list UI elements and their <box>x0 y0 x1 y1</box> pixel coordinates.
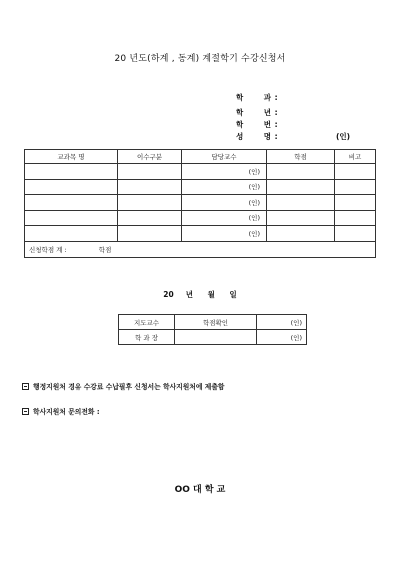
dept-label: 학 과 <box>236 93 272 102</box>
date-day-unit: 일 <box>229 290 237 299</box>
credit-cell[interactable] <box>267 179 335 195</box>
approval-role: 학 과 장 <box>119 330 175 345</box>
course-cell[interactable] <box>25 210 118 226</box>
applicant-seal: (인) <box>336 132 351 141</box>
table-header-row <box>25 150 376 164</box>
course-cell[interactable] <box>25 195 118 211</box>
type-cell[interactable] <box>118 164 182 180</box>
approval-seal: (인) <box>257 315 307 330</box>
submission-note <box>22 381 224 391</box>
date-year-unit: 년 <box>185 290 193 299</box>
approval-row <box>119 315 307 330</box>
table-row <box>25 164 376 180</box>
credit-cell[interactable] <box>267 195 335 211</box>
total-credits-cell <box>25 241 376 257</box>
credit-cell[interactable] <box>267 226 335 242</box>
date-month-unit: 월 <box>207 290 215 299</box>
square-bullet-icon <box>22 383 29 390</box>
table-row <box>25 210 376 226</box>
approval-role: 지도교수 <box>119 315 175 330</box>
submission-note-text: 행정지원처 경유 수강료 수납필후 신청서는 학사지원처에 제출함 <box>33 383 225 391</box>
header-course: 교과목 명 <box>25 150 118 164</box>
approval-row <box>119 330 307 345</box>
contact-note-text: 학사지원처 문의전화 : <box>33 408 100 416</box>
type-cell[interactable] <box>118 195 182 211</box>
course-cell[interactable] <box>25 226 118 242</box>
date-line <box>0 289 400 300</box>
name-label: 성 명 <box>236 132 272 141</box>
table-row <box>25 226 376 242</box>
note-cell[interactable] <box>335 210 376 226</box>
year-field <box>236 107 386 118</box>
dept-colon: : <box>274 93 278 102</box>
contact-note <box>22 406 100 416</box>
header-type: 이수구분 <box>118 150 182 164</box>
professor-seal-cell: (인) <box>182 226 267 242</box>
course-cell[interactable] <box>25 164 118 180</box>
professor-seal-cell: (인) <box>182 179 267 195</box>
type-cell[interactable] <box>118 179 182 195</box>
credit-cell[interactable] <box>267 210 335 226</box>
student-id-field <box>236 119 386 130</box>
note-cell[interactable] <box>335 226 376 242</box>
table-row <box>25 195 376 211</box>
header-professor: 담당교수 <box>182 150 267 164</box>
type-cell[interactable] <box>118 226 182 242</box>
course-table <box>24 149 376 258</box>
table-row <box>25 179 376 195</box>
approval-table <box>118 314 307 345</box>
note-cell[interactable] <box>335 179 376 195</box>
professor-seal-cell: (인) <box>182 164 267 180</box>
student-id-label: 학 번 <box>236 120 272 129</box>
name-colon: : <box>274 132 278 141</box>
dept-field <box>236 92 386 103</box>
approval-seal: (인) <box>257 330 307 345</box>
total-credits-label: 신청학점 계 : <box>29 245 67 254</box>
header-note: 비고 <box>335 150 376 164</box>
student-id-colon: : <box>274 120 278 129</box>
year-colon: : <box>274 108 278 117</box>
form-title: 20 년도(하계 , 동계) 계절학기 수강신청서 <box>114 54 286 64</box>
type-cell[interactable] <box>118 210 182 226</box>
total-credits-unit: 학점 <box>98 245 112 254</box>
year-label: 학 년 <box>236 108 272 117</box>
date-year: 20 <box>163 290 174 299</box>
course-cell[interactable] <box>25 179 118 195</box>
note-cell[interactable] <box>335 164 376 180</box>
credit-cell[interactable] <box>267 164 335 180</box>
total-row <box>25 241 376 257</box>
square-bullet-icon <box>22 408 29 415</box>
note-cell[interactable] <box>335 195 376 211</box>
approval-desc <box>175 330 257 345</box>
professor-seal-cell: (인) <box>182 210 267 226</box>
university-name: OO 대 학 교 <box>174 485 226 495</box>
header-credit: 학점 <box>267 150 335 164</box>
approval-desc: 학점확인 <box>175 315 257 330</box>
name-field <box>236 131 386 142</box>
professor-seal-cell: (인) <box>182 195 267 211</box>
